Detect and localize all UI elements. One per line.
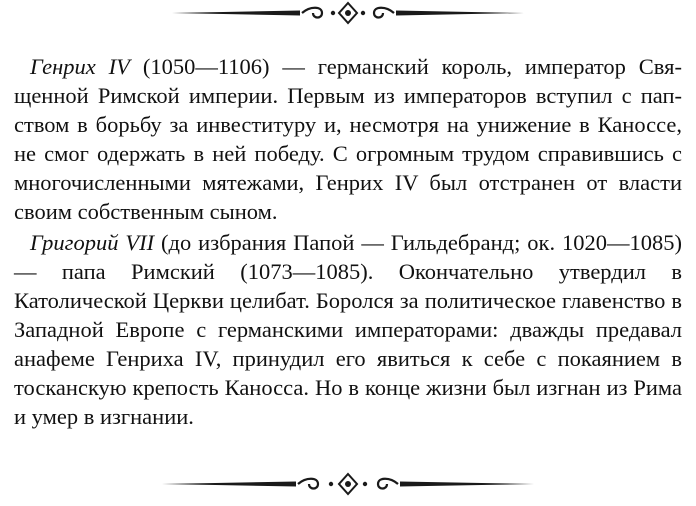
person-name: Григорий VII — [30, 230, 155, 255]
paragraph-henry-iv — [14, 52, 682, 226]
top-ornament-divider — [0, 0, 696, 30]
paragraph-text: (1050—1106) — германский король, император Священной Римской империи. Первым из императоров вступил с папством в борьбу за инвеституру и, несмотря на унижение в Каноссе, не смог одержать в ней победу. С огромным трудом справившись с многочисленными мятежами, Генрих IV был отстранен от власти своим собственным сыном. — [14, 54, 682, 224]
main-text — [14, 52, 682, 433]
paragraph-text: (до избрания Папой — Гильдебранд; ок. 1020—1085) — папа Римский (1073—1085). Окончательно утвердил в Католической Церкви целибат. Боролся за политическое главенство в Западной Европе с германскими императорами: дважды предавал анафеме Генриха IV, принудил его явиться к себе с покаянием в тосканскую крепость Каносса. Но в конце жизни был изгнан из Рима и умер в изгнании. — [14, 230, 682, 429]
person-name: Генрих IV — [30, 54, 130, 79]
paragraph-gregory-vii — [14, 228, 682, 431]
bottom-ornament-divider — [0, 470, 696, 500]
